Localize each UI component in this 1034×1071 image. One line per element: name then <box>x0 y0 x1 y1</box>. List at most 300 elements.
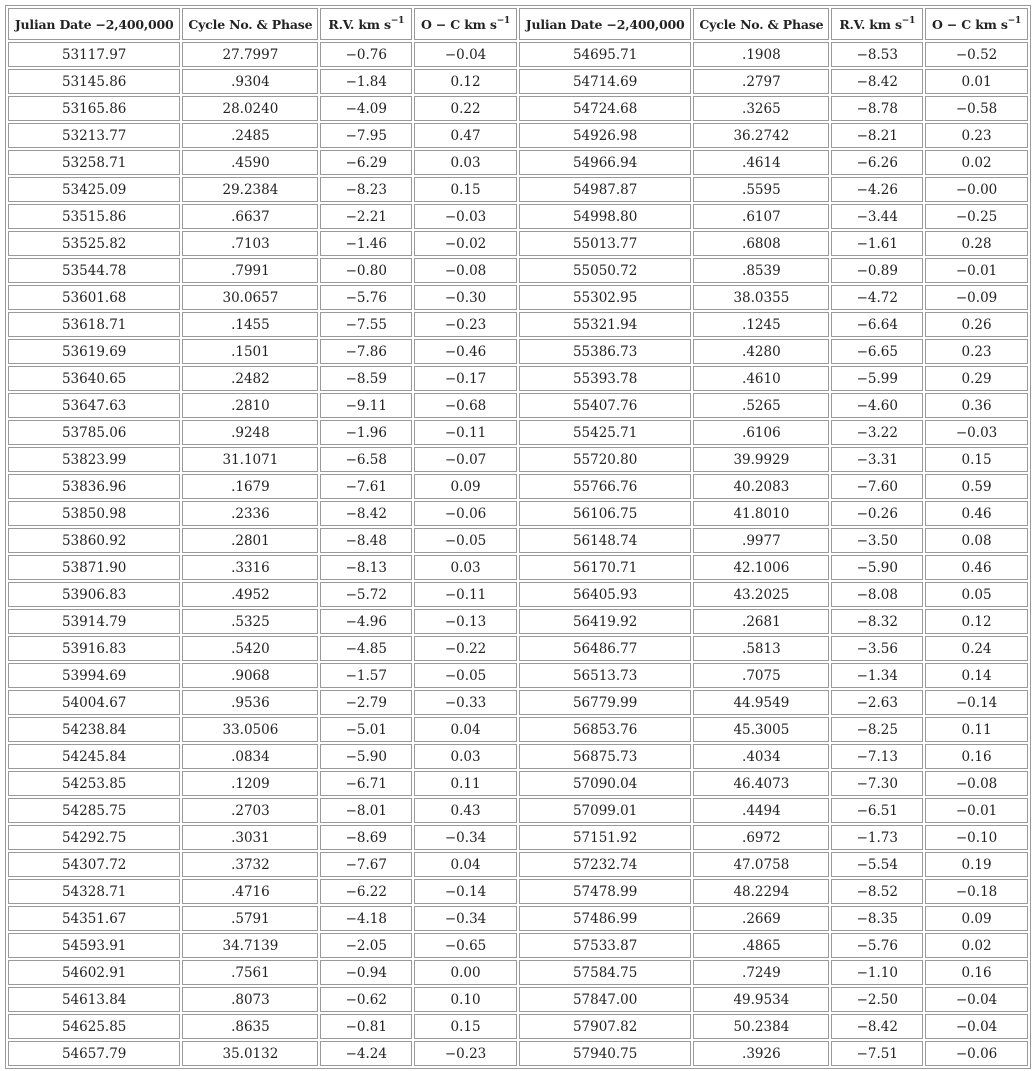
julian-date-cell: 54285.75 <box>8 798 180 823</box>
o-minus-c-cell: −0.06 <box>414 501 517 526</box>
o-minus-c-cell: −0.23 <box>414 312 517 337</box>
table-row <box>8 609 1028 634</box>
cycle-phase-cell: .5595 <box>693 177 829 202</box>
radial-velocity-cell: −8.53 <box>831 42 923 67</box>
o-minus-c-cell: −0.52 <box>925 42 1028 67</box>
cycle-phase-cell: 46.4073 <box>693 771 829 796</box>
table-row <box>8 258 1028 283</box>
julian-date-cell: 53860.92 <box>8 528 180 553</box>
table-row <box>8 879 1028 904</box>
cycle-phase-cell: .8539 <box>693 258 829 283</box>
o-minus-c-cell: −0.03 <box>414 204 517 229</box>
table-row <box>8 636 1028 661</box>
radial-velocity-cell: −3.22 <box>831 420 923 445</box>
o-minus-c-cell: 0.16 <box>925 744 1028 769</box>
table-row <box>8 204 1028 229</box>
table-row <box>8 825 1028 850</box>
radial-velocity-cell: −8.25 <box>831 717 923 742</box>
julian-date-cell: 56148.74 <box>519 528 691 553</box>
julian-date-cell: 57907.82 <box>519 1014 691 1039</box>
radial-velocity-cell: −1.73 <box>831 825 923 850</box>
o-minus-c-cell: 0.29 <box>925 366 1028 391</box>
header-julian-date: Julian Date −2,400,000 <box>8 8 180 40</box>
radial-velocity-cell: −6.58 <box>320 447 412 472</box>
radial-velocity-cell: −4.18 <box>320 906 412 931</box>
table-row <box>8 1041 1028 1066</box>
o-minus-c-cell: −0.25 <box>925 204 1028 229</box>
julian-date-cell: 54613.84 <box>8 987 180 1012</box>
table-row <box>8 393 1028 418</box>
o-minus-c-cell: 0.03 <box>414 555 517 580</box>
o-minus-c-cell: 0.36 <box>925 393 1028 418</box>
cycle-phase-cell: 28.0240 <box>182 96 318 121</box>
radial-velocity-cell: −0.89 <box>831 258 923 283</box>
o-minus-c-cell: −0.33 <box>414 690 517 715</box>
radial-velocity-cell: −3.44 <box>831 204 923 229</box>
o-minus-c-cell: 0.24 <box>925 636 1028 661</box>
julian-date-cell: 54926.98 <box>519 123 691 148</box>
header-row <box>8 8 1028 40</box>
julian-date-cell: 53785.06 <box>8 420 180 445</box>
table-row <box>8 555 1028 580</box>
radial-velocity-cell: −6.22 <box>320 879 412 904</box>
cycle-phase-cell: .2336 <box>182 501 318 526</box>
radial-velocity-cell: −5.01 <box>320 717 412 742</box>
o-minus-c-cell: −0.09 <box>925 285 1028 310</box>
julian-date-cell: 54245.84 <box>8 744 180 769</box>
julian-date-cell: 53994.69 <box>8 663 180 688</box>
cycle-phase-cell: .1245 <box>693 312 829 337</box>
table-row <box>8 312 1028 337</box>
radial-velocity-cell: −7.95 <box>320 123 412 148</box>
julian-date-cell: 54307.72 <box>8 852 180 877</box>
o-minus-c-cell: 0.14 <box>925 663 1028 688</box>
cycle-phase-cell: .4590 <box>182 150 318 175</box>
radial-velocity-cell: −5.99 <box>831 366 923 391</box>
cycle-phase-cell: 27.7997 <box>182 42 318 67</box>
radial-velocity-cell: −8.52 <box>831 879 923 904</box>
o-minus-c-cell: −0.08 <box>925 771 1028 796</box>
o-minus-c-cell: 0.15 <box>414 177 517 202</box>
table-row <box>8 582 1028 607</box>
julian-date-cell: 55013.77 <box>519 231 691 256</box>
cycle-phase-cell: .6106 <box>693 420 829 445</box>
cycle-phase-cell: 50.2384 <box>693 1014 829 1039</box>
table-row <box>8 231 1028 256</box>
table-row <box>8 501 1028 526</box>
radial-velocity-cell: −8.21 <box>831 123 923 148</box>
julian-date-cell: 53916.83 <box>8 636 180 661</box>
o-minus-c-cell: −0.08 <box>414 258 517 283</box>
table-row <box>8 852 1028 877</box>
header-julian-date: Julian Date −2,400,000 <box>519 8 691 40</box>
table-row <box>8 1014 1028 1039</box>
cycle-phase-cell: .0834 <box>182 744 318 769</box>
o-minus-c-cell: 0.04 <box>414 717 517 742</box>
table-body <box>8 42 1028 1066</box>
radial-velocity-cell: −4.72 <box>831 285 923 310</box>
julian-date-cell: 54966.94 <box>519 150 691 175</box>
julian-date-cell: 53525.82 <box>8 231 180 256</box>
julian-date-cell: 53871.90 <box>8 555 180 580</box>
radial-velocity-cell: −7.13 <box>831 744 923 769</box>
o-minus-c-cell: −0.10 <box>925 825 1028 850</box>
cycle-phase-cell: .7103 <box>182 231 318 256</box>
julian-date-cell: 53601.68 <box>8 285 180 310</box>
cycle-phase-cell: 49.9534 <box>693 987 829 1012</box>
cycle-phase-cell: 48.2294 <box>693 879 829 904</box>
julian-date-cell: 56419.92 <box>519 609 691 634</box>
radial-velocity-cell: −4.85 <box>320 636 412 661</box>
julian-date-cell: 56486.77 <box>519 636 691 661</box>
table-row <box>8 366 1028 391</box>
o-minus-c-cell: −0.01 <box>925 258 1028 283</box>
o-minus-c-cell: −0.34 <box>414 906 517 931</box>
radial-velocity-cell: −6.29 <box>320 150 412 175</box>
header-radial-velocity: R.V. km $s^{-1}$ <box>320 8 412 40</box>
radial-velocity-cell: −3.31 <box>831 447 923 472</box>
radial-velocity-cell: −0.62 <box>320 987 412 1012</box>
radial-velocity-cell: −4.96 <box>320 609 412 634</box>
julian-date-cell: 54625.85 <box>8 1014 180 1039</box>
cycle-phase-cell: .2485 <box>182 123 318 148</box>
radial-velocity-cell: −1.46 <box>320 231 412 256</box>
julian-date-cell: 56170.71 <box>519 555 691 580</box>
julian-date-cell: 57533.87 <box>519 933 691 958</box>
cycle-phase-cell: .8073 <box>182 987 318 1012</box>
radial-velocity-cell: −8.42 <box>831 1014 923 1039</box>
o-minus-c-cell: −0.04 <box>414 42 517 67</box>
radial-velocity-cell: −7.61 <box>320 474 412 499</box>
o-minus-c-cell: 0.46 <box>925 555 1028 580</box>
o-minus-c-cell: −0.34 <box>414 825 517 850</box>
table-row <box>8 339 1028 364</box>
julian-date-cell: 55393.78 <box>519 366 691 391</box>
o-minus-c-cell: 0.05 <box>925 582 1028 607</box>
radial-velocity-cell: −2.05 <box>320 933 412 958</box>
o-minus-c-cell: −0.07 <box>414 447 517 472</box>
o-minus-c-cell: 0.15 <box>414 1014 517 1039</box>
o-minus-c-cell: 0.47 <box>414 123 517 148</box>
table-row <box>8 285 1028 310</box>
cycle-phase-cell: .4716 <box>182 879 318 904</box>
radial-velocity-cell: −0.81 <box>320 1014 412 1039</box>
cycle-phase-cell: .1501 <box>182 339 318 364</box>
cycle-phase-cell: .7991 <box>182 258 318 283</box>
cycle-phase-cell: .4610 <box>693 366 829 391</box>
julian-date-cell: 54253.85 <box>8 771 180 796</box>
o-minus-c-cell: −0.02 <box>414 231 517 256</box>
cycle-phase-cell: .7249 <box>693 960 829 985</box>
julian-date-cell: 55766.76 <box>519 474 691 499</box>
o-minus-c-cell: 0.15 <box>925 447 1028 472</box>
cycle-phase-cell: .6972 <box>693 825 829 850</box>
o-minus-c-cell: 0.23 <box>925 339 1028 364</box>
radial-velocity-cell: −8.69 <box>320 825 412 850</box>
o-minus-c-cell: 0.59 <box>925 474 1028 499</box>
julian-date-cell: 53823.99 <box>8 447 180 472</box>
o-minus-c-cell: 0.01 <box>925 69 1028 94</box>
julian-date-cell: 53145.86 <box>8 69 180 94</box>
radial-velocity-cell: −5.76 <box>831 933 923 958</box>
table-row <box>8 798 1028 823</box>
julian-date-cell: 54657.79 <box>8 1041 180 1066</box>
radial-velocity-cell: −8.78 <box>831 96 923 121</box>
cycle-phase-cell: 47.0758 <box>693 852 829 877</box>
radial-velocity-cell: −7.60 <box>831 474 923 499</box>
cycle-phase-cell: .5265 <box>693 393 829 418</box>
radial-velocity-cell: −5.54 <box>831 852 923 877</box>
cycle-phase-cell: 36.2742 <box>693 123 829 148</box>
table-row <box>8 771 1028 796</box>
cycle-phase-cell: 39.9929 <box>693 447 829 472</box>
radial-velocity-cell: −0.26 <box>831 501 923 526</box>
cycle-phase-cell: .1209 <box>182 771 318 796</box>
o-minus-c-cell: −0.03 <box>925 420 1028 445</box>
table-row <box>8 42 1028 67</box>
julian-date-cell: 57584.75 <box>519 960 691 985</box>
cycle-phase-cell: .4952 <box>182 582 318 607</box>
o-minus-c-cell: −0.04 <box>925 987 1028 1012</box>
o-minus-c-cell: 0.02 <box>925 150 1028 175</box>
o-minus-c-cell: −0.18 <box>925 879 1028 904</box>
cycle-phase-cell: .9977 <box>693 528 829 553</box>
julian-date-cell: 53850.98 <box>8 501 180 526</box>
cycle-phase-cell: .7075 <box>693 663 829 688</box>
radial-velocity-cell: −6.51 <box>831 798 923 823</box>
o-minus-c-cell: −0.17 <box>414 366 517 391</box>
julian-date-cell: 54292.75 <box>8 825 180 850</box>
o-minus-c-cell: 0.10 <box>414 987 517 1012</box>
cycle-phase-cell: .9248 <box>182 420 318 445</box>
o-minus-c-cell: 0.04 <box>414 852 517 877</box>
table-row <box>8 69 1028 94</box>
o-minus-c-cell: 0.03 <box>414 744 517 769</box>
julian-date-cell: 54238.84 <box>8 717 180 742</box>
julian-date-cell: 53906.83 <box>8 582 180 607</box>
julian-date-cell: 53640.65 <box>8 366 180 391</box>
julian-date-cell: 55386.73 <box>519 339 691 364</box>
o-minus-c-cell: 0.22 <box>414 96 517 121</box>
header-radial-velocity: R.V. km $s^{-1}$ <box>831 8 923 40</box>
julian-date-cell: 55425.71 <box>519 420 691 445</box>
radial-velocity-cell: −8.13 <box>320 555 412 580</box>
cycle-phase-cell: .5325 <box>182 609 318 634</box>
julian-date-cell: 54724.68 <box>519 96 691 121</box>
o-minus-c-cell: 0.46 <box>925 501 1028 526</box>
o-minus-c-cell: 0.43 <box>414 798 517 823</box>
cycle-phase-cell: .3265 <box>693 96 829 121</box>
table-row <box>8 177 1028 202</box>
radial-velocity-cell: −3.50 <box>831 528 923 553</box>
o-minus-c-cell: −0.68 <box>414 393 517 418</box>
radial-velocity-cell: −2.21 <box>320 204 412 229</box>
julian-date-cell: 56106.75 <box>519 501 691 526</box>
julian-date-cell: 53515.86 <box>8 204 180 229</box>
cycle-phase-cell: .4614 <box>693 150 829 175</box>
cycle-phase-cell: 43.2025 <box>693 582 829 607</box>
julian-date-cell: 55407.76 <box>519 393 691 418</box>
julian-date-cell: 54695.71 <box>519 42 691 67</box>
o-minus-c-cell: −0.30 <box>414 285 517 310</box>
table-row <box>8 987 1028 1012</box>
cycle-phase-cell: .2681 <box>693 609 829 634</box>
o-minus-c-cell: −0.14 <box>925 690 1028 715</box>
radial-velocity-cell: −1.57 <box>320 663 412 688</box>
cycle-phase-cell: .4494 <box>693 798 829 823</box>
table-row <box>8 663 1028 688</box>
cycle-phase-cell: 45.3005 <box>693 717 829 742</box>
radial-velocity-cell: −8.42 <box>320 501 412 526</box>
julian-date-cell: 56875.73 <box>519 744 691 769</box>
radial-velocity-cell: −4.26 <box>831 177 923 202</box>
julian-date-cell: 55321.94 <box>519 312 691 337</box>
cycle-phase-cell: 34.7139 <box>182 933 318 958</box>
radial-velocity-cell: −4.24 <box>320 1041 412 1066</box>
julian-date-cell: 54004.67 <box>8 690 180 715</box>
o-minus-c-cell: 0.08 <box>925 528 1028 553</box>
o-minus-c-cell: 0.09 <box>414 474 517 499</box>
cycle-phase-cell: .9536 <box>182 690 318 715</box>
radial-velocity-cell: −0.80 <box>320 258 412 283</box>
table-row <box>8 123 1028 148</box>
julian-date-cell: 53165.86 <box>8 96 180 121</box>
julian-date-cell: 56853.76 <box>519 717 691 742</box>
julian-date-cell: 53117.97 <box>8 42 180 67</box>
table-row <box>8 447 1028 472</box>
julian-date-cell: 57478.99 <box>519 879 691 904</box>
julian-date-cell: 57099.01 <box>519 798 691 823</box>
header-cycle-phase: Cycle No. & Phase <box>182 8 318 40</box>
table-row <box>8 96 1028 121</box>
cycle-phase-cell: .9068 <box>182 663 318 688</box>
cycle-phase-cell: .6107 <box>693 204 829 229</box>
julian-date-cell: 56779.99 <box>519 690 691 715</box>
radial-velocity-cell: −5.76 <box>320 285 412 310</box>
radial-velocity-cell: −8.01 <box>320 798 412 823</box>
radial-velocity-cell: −8.23 <box>320 177 412 202</box>
o-minus-c-cell: −0.58 <box>925 96 1028 121</box>
cycle-phase-cell: .1908 <box>693 42 829 67</box>
o-minus-c-cell: −0.46 <box>414 339 517 364</box>
cycle-phase-cell: .1679 <box>182 474 318 499</box>
radial-velocity-cell: −7.86 <box>320 339 412 364</box>
radial-velocity-cell: −1.84 <box>320 69 412 94</box>
julian-date-cell: 54602.91 <box>8 960 180 985</box>
julian-date-cell: 53544.78 <box>8 258 180 283</box>
julian-date-cell: 56513.73 <box>519 663 691 688</box>
radial-velocity-cell: −1.10 <box>831 960 923 985</box>
cycle-phase-cell: .3031 <box>182 825 318 850</box>
radial-velocity-cell: −1.34 <box>831 663 923 688</box>
julian-date-cell: 53258.71 <box>8 150 180 175</box>
cycle-phase-cell: 42.1006 <box>693 555 829 580</box>
radial-velocity-cell: −6.64 <box>831 312 923 337</box>
cycle-phase-cell: .2797 <box>693 69 829 94</box>
cycle-phase-cell: .4280 <box>693 339 829 364</box>
table-row <box>8 717 1028 742</box>
julian-date-cell: 54998.80 <box>519 204 691 229</box>
o-minus-c-cell: −0.01 <box>925 798 1028 823</box>
radial-velocity-cell: −6.26 <box>831 150 923 175</box>
radial-velocity-cell: −7.55 <box>320 312 412 337</box>
julian-date-cell: 57151.92 <box>519 825 691 850</box>
header-cycle-phase: Cycle No. & Phase <box>693 8 829 40</box>
cycle-phase-cell: .6637 <box>182 204 318 229</box>
radial-velocity-cell: −8.48 <box>320 528 412 553</box>
radial-velocity-cell: −8.59 <box>320 366 412 391</box>
julian-date-cell: 54328.71 <box>8 879 180 904</box>
o-minus-c-cell: 0.26 <box>925 312 1028 337</box>
o-minus-c-cell: −0.06 <box>925 1041 1028 1066</box>
radial-velocity-cell: −3.56 <box>831 636 923 661</box>
cycle-phase-cell: .5791 <box>182 906 318 931</box>
table-row <box>8 150 1028 175</box>
o-minus-c-cell: −0.00 <box>925 177 1028 202</box>
julian-date-cell: 53836.96 <box>8 474 180 499</box>
o-minus-c-cell: −0.05 <box>414 528 517 553</box>
radial-velocity-cell: −2.79 <box>320 690 412 715</box>
radial-velocity-cell: −1.96 <box>320 420 412 445</box>
julian-date-cell: 53647.63 <box>8 393 180 418</box>
cycle-phase-cell: .2801 <box>182 528 318 553</box>
radial-velocity-cell: −8.08 <box>831 582 923 607</box>
cycle-phase-cell: 38.0355 <box>693 285 829 310</box>
radial-velocity-cell: −8.42 <box>831 69 923 94</box>
o-minus-c-cell: 0.00 <box>414 960 517 985</box>
cycle-phase-cell: .1455 <box>182 312 318 337</box>
o-minus-c-cell: 0.12 <box>925 609 1028 634</box>
radial-velocity-cell: −7.51 <box>831 1041 923 1066</box>
julian-date-cell: 55720.80 <box>519 447 691 472</box>
cycle-phase-cell: .8635 <box>182 1014 318 1039</box>
julian-date-cell: 54987.87 <box>519 177 691 202</box>
o-minus-c-cell: 0.11 <box>414 771 517 796</box>
radial-velocity-cell: −7.67 <box>320 852 412 877</box>
radial-velocity-cell: −4.60 <box>831 393 923 418</box>
o-minus-c-cell: −0.05 <box>414 663 517 688</box>
julian-date-cell: 53619.69 <box>8 339 180 364</box>
table-row <box>8 906 1028 931</box>
radial-velocity-cell: −2.63 <box>831 690 923 715</box>
cycle-phase-cell: .4034 <box>693 744 829 769</box>
o-minus-c-cell: −0.65 <box>414 933 517 958</box>
cycle-phase-cell: 40.2083 <box>693 474 829 499</box>
cycle-phase-cell: 41.8010 <box>693 501 829 526</box>
radial-velocity-cell: −0.94 <box>320 960 412 985</box>
o-minus-c-cell: 0.23 <box>925 123 1028 148</box>
cycle-phase-cell: 31.1071 <box>182 447 318 472</box>
cycle-phase-cell: .3732 <box>182 852 318 877</box>
julian-date-cell: 55050.72 <box>519 258 691 283</box>
radial-velocity-cell: −6.65 <box>831 339 923 364</box>
julian-date-cell: 54593.91 <box>8 933 180 958</box>
table-row <box>8 690 1028 715</box>
table-row <box>8 960 1028 985</box>
cycle-phase-cell: .4865 <box>693 933 829 958</box>
cycle-phase-cell: .3316 <box>182 555 318 580</box>
table-row <box>8 474 1028 499</box>
o-minus-c-cell: 0.09 <box>925 906 1028 931</box>
table-row <box>8 420 1028 445</box>
julian-date-cell: 55302.95 <box>519 285 691 310</box>
o-minus-c-cell: 0.16 <box>925 960 1028 985</box>
radial-velocity-cell: −7.30 <box>831 771 923 796</box>
table-row <box>8 528 1028 553</box>
cycle-phase-cell: .2669 <box>693 906 829 931</box>
o-minus-c-cell: −0.04 <box>925 1014 1028 1039</box>
o-minus-c-cell: 0.03 <box>414 150 517 175</box>
